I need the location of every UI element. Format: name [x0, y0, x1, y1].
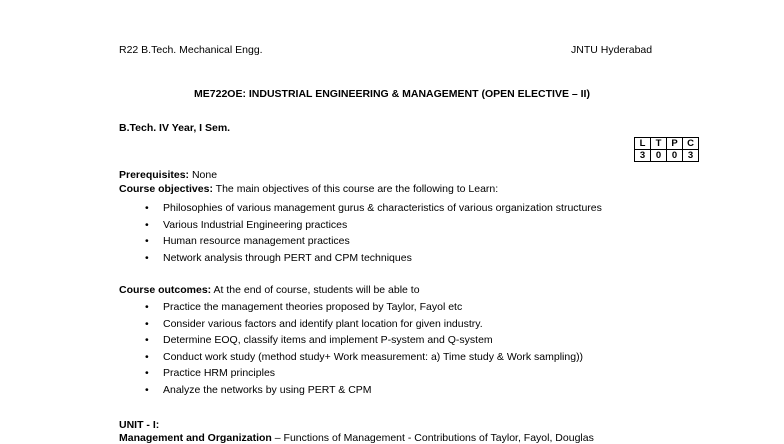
- unit-text-line: [119, 432, 594, 444]
- list-item: • Determine EOQ, classify items and implement P-system and Q-system: [119, 332, 583, 349]
- outcomes-intro: At the end of course, students will be able to: [211, 284, 420, 296]
- outcomes-line: [119, 284, 420, 296]
- list-item: • Conduct work study (method study+ Work measurement: a) Time study & Work sampling)): [119, 349, 583, 366]
- prerequisites-label: Prerequisites:: [119, 169, 190, 181]
- header-program: R22 B.Tech. Mechanical Engg.: [119, 44, 263, 56]
- ltpc-table: [634, 137, 699, 162]
- year-semester: B.Tech. IV Year, I Sem.: [119, 122, 231, 134]
- unit-topic-text: – Functions of Management - Contributions of Taylor, Fayol, Douglas: [271, 432, 594, 444]
- ltpc-value-l: 3: [635, 150, 651, 162]
- objectives-intro: The main objectives of this course are the following to Learn:: [212, 183, 499, 195]
- outcomes-label: Course outcomes:: [119, 284, 212, 296]
- unit-topic-label: Management and Organization: [119, 432, 272, 444]
- list-item: • Philosophies of various management gurus & characteristics of various organization structures: [119, 200, 602, 217]
- outcomes-list: [119, 299, 583, 398]
- ltpc-header-c: C: [683, 138, 699, 150]
- ltpc-header-row: [635, 138, 699, 150]
- objectives-line: [119, 183, 498, 195]
- ltpc-header-p: P: [667, 138, 683, 150]
- list-item: • Analyze the networks by using PERT & CPM: [119, 382, 583, 399]
- ltpc-value-p: 0: [667, 150, 683, 162]
- list-item: • Consider various factors and identify plant location for given industry.: [119, 316, 583, 333]
- ltpc-header-t: T: [651, 138, 667, 150]
- ltpc-value-c: 3: [683, 150, 699, 162]
- list-item: • Practice HRM principles: [119, 365, 583, 382]
- list-item: • Various Industrial Engineering practices: [119, 217, 602, 234]
- header-university: JNTU Hyderabad: [571, 44, 653, 56]
- prerequisites-value: None: [189, 169, 218, 181]
- prerequisites-line: [119, 169, 217, 181]
- unit-heading: UNIT - I:: [119, 419, 160, 431]
- ltpc-value-row: [635, 150, 699, 162]
- ltpc-header-l: L: [635, 138, 651, 150]
- objectives-list: [119, 200, 602, 266]
- list-item: • Practice the management theories proposed by Taylor, Fayol etc: [119, 299, 583, 316]
- list-item: • Human resource management practices: [119, 233, 602, 250]
- ltpc-value-t: 0: [651, 150, 667, 162]
- objectives-label: Course objectives:: [119, 183, 213, 195]
- list-item: • Network analysis through PERT and CPM techniques: [119, 250, 602, 267]
- course-title: ME722OE: INDUSTRIAL ENGINEERING & MANAGEMENT (OPEN ELECTIVE – II): [194, 88, 590, 100]
